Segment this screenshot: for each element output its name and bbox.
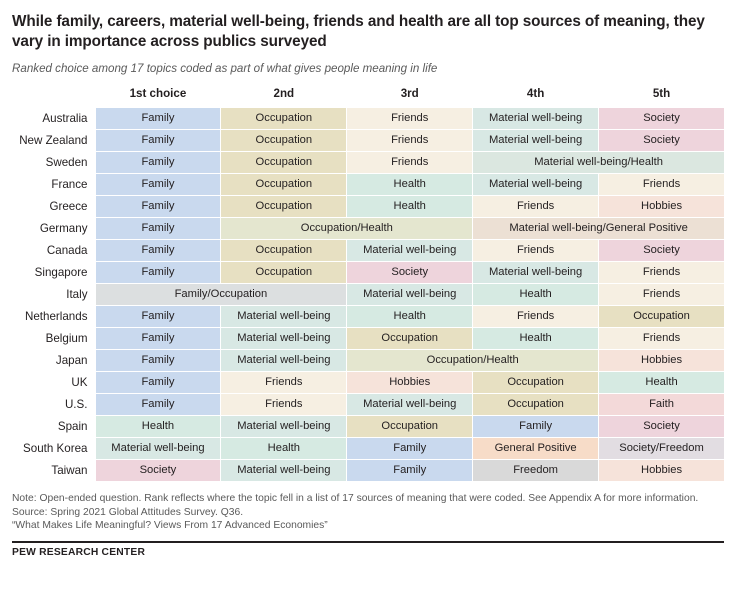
table-row: [10, 129, 725, 151]
matrix-cell: Occupation: [473, 371, 599, 393]
matrix-cell: Health: [347, 173, 473, 195]
table-row: [10, 173, 725, 195]
matrix-cell: Occupation: [221, 195, 347, 217]
matrix-cell: Family: [95, 349, 221, 371]
matrix-cell: Family: [95, 327, 221, 349]
matrix-cell: Faith: [599, 393, 725, 415]
matrix-cell: Family/Occupation: [95, 283, 347, 305]
matrix-cell: Hobbies: [599, 349, 725, 371]
table-row: [10, 217, 725, 239]
table-row: [10, 305, 725, 327]
matrix-cell: Material well-being/Health: [473, 151, 725, 173]
table-row: [10, 283, 725, 305]
row-label: Japan: [55, 353, 88, 367]
matrix-cell: Occupation/Health: [221, 217, 473, 239]
matrix-cell: Material well-being: [221, 305, 347, 327]
matrix-cell: Family: [347, 459, 473, 481]
matrix-cell: Occupation/Health: [347, 349, 599, 371]
row-label: Singapore: [34, 265, 88, 279]
matrix-cell: Friends: [221, 393, 347, 415]
matrix-cell: Material well-being: [473, 173, 599, 195]
matrix-header: [10, 87, 725, 108]
matrix-cell: Occupation: [473, 393, 599, 415]
matrix-cell: Society: [599, 129, 725, 151]
footnotes: [12, 492, 712, 534]
table-row: [10, 327, 725, 349]
row-label: Sweden: [45, 155, 88, 169]
column-header-4: 4th: [526, 86, 545, 100]
matrix-cell: Material well-being: [347, 283, 473, 305]
row-label: Italy: [66, 287, 88, 301]
matrix-cell: Material well-being: [473, 107, 599, 129]
row-label: Germany: [39, 221, 88, 235]
matrix-cell: Society: [599, 415, 725, 437]
row-label: Canada: [46, 243, 88, 257]
table-row: [10, 415, 725, 437]
matrix-cell: Friends: [599, 327, 725, 349]
table-row: [10, 261, 725, 283]
matrix-cell: Material well-being/General Positive: [473, 217, 725, 239]
matrix-cell: Occupation: [221, 129, 347, 151]
matrix-cell: Freedom: [473, 459, 599, 481]
matrix-cell: Friends: [221, 371, 347, 393]
matrix-cell: Material well-being: [347, 393, 473, 415]
row-label: South Korea: [23, 441, 88, 455]
table-row: [10, 393, 725, 415]
row-label: Netherlands: [24, 309, 88, 323]
matrix-cell: Family: [95, 173, 221, 195]
table-row: [10, 239, 725, 261]
matrix-cell: Society: [347, 261, 473, 283]
matrix-cell: Friends: [473, 239, 599, 261]
matrix-cell: Material well-being: [221, 327, 347, 349]
matrix-cell: Family: [95, 239, 221, 261]
matrix-cell: Health: [347, 195, 473, 217]
table-row: [10, 151, 725, 173]
row-label: Australia: [42, 111, 88, 125]
matrix-cell: Material well-being: [473, 129, 599, 151]
note-text: Note: Open-ended question. Rank reflects where the topic fell in a list of 17 sources of meaning that were coded. See Appendix A for more information.: [12, 492, 699, 504]
matrix-cell: General Positive: [473, 437, 599, 459]
table-row: [10, 459, 725, 481]
matrix-cell: Family: [95, 151, 221, 173]
matrix-cell: Occupation: [221, 151, 347, 173]
matrix-cell: Health: [473, 327, 599, 349]
matrix-cell: Hobbies: [347, 371, 473, 393]
matrix-cell: Family: [95, 129, 221, 151]
matrix-cell: Friends: [599, 283, 725, 305]
matrix-cell: Occupation: [347, 415, 473, 437]
matrix-cell: Family: [95, 107, 221, 129]
row-label: U.S.: [64, 397, 88, 411]
column-header-2: 2nd: [273, 86, 295, 100]
matrix-cell: Occupation: [347, 327, 473, 349]
matrix-cell: Health: [221, 437, 347, 459]
matrix-cell: Occupation: [599, 305, 725, 327]
matrix-cell: Friends: [599, 261, 725, 283]
row-label: Greece: [49, 199, 88, 213]
report-title: “What Makes Life Meaningful? Views From 17 Advanced Economies”: [12, 520, 328, 532]
matrix-cell: Friends: [599, 173, 725, 195]
matrix-cell: Material well-being: [95, 437, 221, 459]
ranking-matrix: [10, 87, 725, 482]
row-label: Taiwan: [51, 463, 88, 477]
source-text: Source: Spring 2021 Global Attitudes Survey. Q36.: [12, 506, 244, 518]
matrix-cell: Society: [599, 239, 725, 261]
matrix-cell: Family: [95, 217, 221, 239]
matrix-cell: Occupation: [221, 261, 347, 283]
matrix-cell: Family: [95, 195, 221, 217]
matrix-cell: Occupation: [221, 173, 347, 195]
row-label: Belgium: [45, 331, 88, 345]
matrix-cell: Health: [347, 305, 473, 327]
matrix-cell: Family: [473, 415, 599, 437]
row-label: UK: [71, 375, 88, 389]
matrix-body: [10, 107, 725, 481]
matrix-cell: Friends: [347, 151, 473, 173]
matrix-cell: Material well-being: [221, 415, 347, 437]
column-header-1: 1st choice: [129, 86, 187, 100]
column-header-3: 3rd: [400, 86, 419, 100]
matrix-cell: Health: [473, 283, 599, 305]
matrix-cell: Material well-being: [473, 261, 599, 283]
header-row: [10, 87, 725, 108]
matrix-cell: Society/Freedom: [599, 437, 725, 459]
matrix-cell: Society: [95, 459, 221, 481]
matrix-cell: Friends: [473, 195, 599, 217]
matrix-cell: Family: [95, 393, 221, 415]
footer-divider: [12, 541, 724, 543]
matrix-cell: Material well-being: [221, 459, 347, 481]
matrix-cell: Material well-being: [221, 349, 347, 371]
header-corner: [10, 87, 95, 108]
matrix-cell: Society: [599, 107, 725, 129]
matrix-cell: Friends: [347, 107, 473, 129]
row-label: France: [51, 177, 88, 191]
row-label: Spain: [57, 419, 88, 433]
matrix-cell: Friends: [473, 305, 599, 327]
table-row: [10, 437, 725, 459]
matrix-cell: Occupation: [221, 239, 347, 261]
matrix-cell: Hobbies: [599, 195, 725, 217]
table-row: [10, 107, 725, 129]
matrix-cell: Hobbies: [599, 459, 725, 481]
table-row: [10, 371, 725, 393]
page-subtitle: Ranked choice among 17 topics coded as part of what gives people meaning in life: [12, 61, 438, 75]
matrix-cell: Family: [347, 437, 473, 459]
table-row: [10, 349, 725, 371]
matrix-cell: Health: [95, 415, 221, 437]
column-header-5: 5th: [652, 86, 671, 100]
matrix-cell: Friends: [347, 129, 473, 151]
matrix-cell: Occupation: [221, 107, 347, 129]
matrix-cell: Family: [95, 305, 221, 327]
row-label: New Zealand: [19, 133, 88, 147]
brand-label: PEW RESEARCH CENTER: [12, 547, 146, 559]
matrix-cell: Health: [599, 371, 725, 393]
matrix-cell: Family: [95, 371, 221, 393]
table-row: [10, 195, 725, 217]
page-title: While family, careers, material well-being, friends and health are all top sources of meaning, they vary in importance across publics surveyed: [12, 13, 705, 51]
matrix-cell: Material well-being: [347, 239, 473, 261]
matrix-cell: Family: [95, 261, 221, 283]
